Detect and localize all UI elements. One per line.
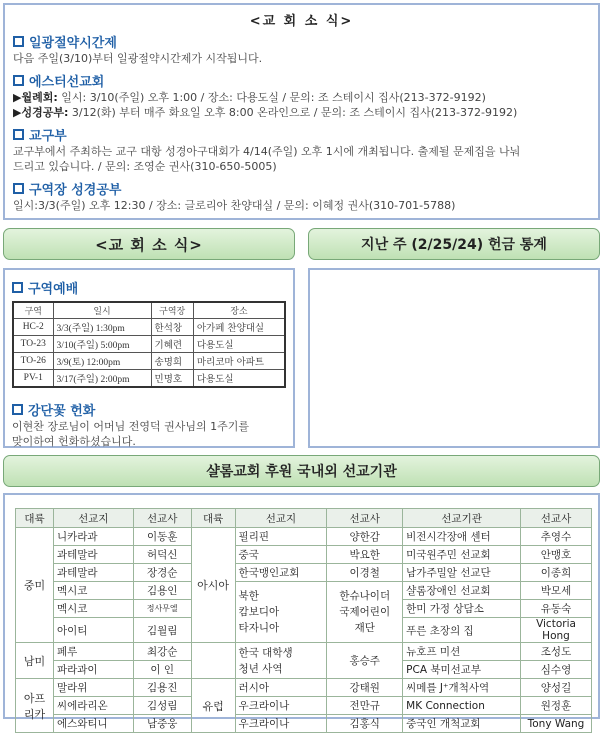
zone-table [12, 301, 286, 388]
checkbox-square-icon [13, 75, 24, 86]
news-line: ▶월례회: 일시: 3/10(주일) 오후 1:00 / 장소: 다용도실 / 문의: 조 스테이시 집사(213-372-9192) [13, 91, 486, 104]
table-cell: Victoria Hong [521, 618, 592, 643]
table-cell: 페루 [53, 643, 133, 661]
table-header: 선교기관 [403, 509, 521, 528]
missions-panel [3, 493, 600, 730]
table-cell: 한미 가정 상담소 [403, 600, 521, 618]
table-cell: TO-23 [13, 336, 53, 353]
table-cell: 마리코마 아파트 [193, 353, 285, 370]
zone-panel [3, 268, 295, 448]
table-cell: 한국맹인교회 [235, 564, 327, 582]
table-cell: 중국인 개척교회 [403, 715, 521, 733]
table-cell: 뉴호프 미션 [403, 643, 521, 661]
table-row [13, 319, 285, 336]
table-cell: 추영수 [521, 528, 592, 546]
news-banner: <교 회 소 식> [3, 228, 295, 260]
missions-banner: 샬롬교회 후원 국내외 선교기관 [3, 455, 600, 487]
table-row [16, 643, 592, 661]
table-cell: 과테말라 [53, 564, 133, 582]
checkbox-square-icon [13, 129, 24, 140]
table-cell: 한석창 [151, 319, 193, 336]
table-row [16, 715, 592, 733]
region-cell: 중미 [16, 528, 54, 643]
table-cell: 3/17(주일) 2:00pm [53, 370, 151, 388]
table-cell: 샬롬장애인 선교회 [403, 582, 521, 600]
table-header: 선교사 [521, 509, 592, 528]
flowers-heading: 강단꽃 헌화 [12, 400, 286, 419]
table-cell: 이 인 [133, 661, 191, 679]
table-cell: 푸른 초장의 집 [403, 618, 521, 643]
table-cell: 북한 캄보디아 타자니아 [235, 582, 327, 643]
region-cell: 아시아 [191, 528, 235, 643]
table-cell: 최강순 [133, 643, 191, 661]
news-line: ▶성경공부: 3/12(화) 부터 매주 화요일 오후 8:00 온라인으로 / 문의: 조 스테이시 집사(213-372-9192) [13, 106, 518, 119]
table-cell: 이경철 [327, 564, 403, 582]
table-cell: Tony Wang [521, 715, 592, 733]
table-header: 구역 [13, 302, 53, 319]
table-cell: PV-1 [13, 370, 53, 388]
table-cell: 씨메를 J⁺개척사역 [403, 679, 521, 697]
table-cell: 파라과이 [53, 661, 133, 679]
table-header: 대륙 [191, 509, 235, 528]
table-cell: 심수영 [521, 661, 592, 679]
news-line: 드리고 있습니다. / 문의: 조영순 권사(310-650-5005) [13, 160, 277, 173]
table-cell: 조성도 [521, 643, 592, 661]
table-cell: 송명희 [151, 353, 193, 370]
table-cell: HC-2 [13, 319, 53, 336]
table-row [16, 697, 592, 715]
table-cell: 다용도실 [193, 336, 285, 353]
table-cell: 3/3(주일) 1:30pm [53, 319, 151, 336]
checkbox-square-icon [12, 404, 23, 415]
news-line: 다음 주일(3/10)부터 일광절약시간제가 시작됩니다. [13, 52, 263, 65]
table-cell [191, 643, 235, 679]
table-cell: 김용진 [133, 679, 191, 697]
table-cell: 홍승주 [327, 643, 403, 679]
table-cell: TO-26 [13, 353, 53, 370]
table-cell: 미국원주민 선교회 [403, 546, 521, 564]
table-cell: 김월림 [133, 618, 191, 643]
table-cell: PCA 북미선교부 [403, 661, 521, 679]
table-cell: 우크라이나 [235, 715, 327, 733]
table-cell: 양한감 [327, 528, 403, 546]
checkbox-square-icon [12, 282, 23, 293]
table-cell: 아가페 찬양대실 [193, 319, 285, 336]
table-cell: 러시아 [235, 679, 327, 697]
section-heading-parish: 교구부 [13, 125, 590, 144]
region-cell: 유럽 [191, 679, 235, 733]
table-cell: 우크라이나 [235, 697, 327, 715]
table-row [16, 564, 592, 582]
table-row [13, 353, 285, 370]
table-cell: 남가주밀알 선교단 [403, 564, 521, 582]
table-cell: 멕시코 [53, 582, 133, 600]
news-line: 일시:3/3(주일) 오후 12:30 / 장소: 글로리아 찬양대실 / 문의: 이혜정 권사(310-701-5788) [13, 199, 456, 212]
section-heading-esther: 에스터선교회 [13, 71, 590, 90]
table-row [16, 528, 592, 546]
offering-banner: 지난 주 (2/25/24) 헌금 통계 [308, 228, 600, 260]
section-heading-dst: 일광절약시간제 [13, 32, 590, 51]
table-cell: 박요한 [327, 546, 403, 564]
table-cell: 3/9(토) 12:00pm [53, 353, 151, 370]
table-cell: 김성림 [133, 697, 191, 715]
table-row [16, 582, 592, 600]
table-header: 일시 [53, 302, 151, 319]
table-header: 선교지 [53, 509, 133, 528]
table-row [16, 679, 592, 697]
table-cell: 다용도실 [193, 370, 285, 388]
table-cell: 양성길 [521, 679, 592, 697]
table-cell: 필리핀 [235, 528, 327, 546]
table-cell: 박모세 [521, 582, 592, 600]
table-cell: 김홍식 [327, 715, 403, 733]
table-row [13, 370, 285, 388]
table-cell: 유동숙 [521, 600, 592, 618]
flowers-line: 맞이하여 헌화하셨습니다. [12, 435, 136, 448]
table-header: 구역장 [151, 302, 193, 319]
region-cell: 아프리카 [16, 679, 54, 733]
table-cell: 전만규 [327, 697, 403, 715]
news-title: <교 회 소 식> [249, 14, 354, 29]
section-heading-bible-study: 구역장 성경공부 [13, 179, 590, 198]
table-cell: 니카라과 [53, 528, 133, 546]
region-cell: 남미 [16, 643, 54, 679]
news-line: 교구부에서 주최하는 교구 대항 성경아구대회가 4/14(주일) 오후 1시에 개최됩니다. 출제될 문제집을 나눠 [13, 145, 521, 158]
offering-panel [308, 268, 600, 448]
table-header: 선교지 [235, 509, 327, 528]
table-cell: 에스와티니 [53, 715, 133, 733]
table-cell: 남중웅 [133, 715, 191, 733]
table-cell: 과테말라 [53, 546, 133, 564]
table-cell: 원정훈 [521, 697, 592, 715]
table-cell: 안맹호 [521, 546, 592, 564]
zone-heading: 구역예배 [12, 278, 286, 297]
table-row [16, 546, 592, 564]
table-cell: 민명호 [151, 370, 193, 388]
flowers-line: 이현찬 장로님이 어머님 전영덕 권사님의 1주기를 [12, 420, 249, 433]
table-cell: 한국 대학생 청년 사역 [235, 643, 327, 679]
table-cell: 아이티 [53, 618, 133, 643]
table-header: 장소 [193, 302, 285, 319]
table-cell: 멕시코 [53, 600, 133, 618]
checkbox-square-icon [13, 36, 24, 47]
table-header: 선교사 [133, 509, 191, 528]
table-cell: 말라위 [53, 679, 133, 697]
table-cell: 이동훈 [133, 528, 191, 546]
checkbox-square-icon [13, 183, 24, 194]
missions-table [15, 508, 592, 733]
table-header: 선교사 [327, 509, 403, 528]
table-row [13, 336, 285, 353]
table-cell: 한슈나이더 국제어린이 재단 [327, 582, 403, 643]
table-cell: 비전시각장애 센터 [403, 528, 521, 546]
table-cell: 김용인 [133, 582, 191, 600]
table-cell: 씨에라리온 [53, 697, 133, 715]
table-cell: 3/10(주일) 5:00pm [53, 336, 151, 353]
table-cell: 중국 [235, 546, 327, 564]
table-cell: 정사무엘 [133, 600, 191, 618]
table-header: 대륙 [16, 509, 54, 528]
table-cell: 장경순 [133, 564, 191, 582]
table-cell: 허덕신 [133, 546, 191, 564]
table-cell: 이종희 [521, 564, 592, 582]
table-cell: MK Connection [403, 697, 521, 715]
table-cell: 기혜련 [151, 336, 193, 353]
table-cell: 강태원 [327, 679, 403, 697]
news-panel [3, 3, 600, 220]
